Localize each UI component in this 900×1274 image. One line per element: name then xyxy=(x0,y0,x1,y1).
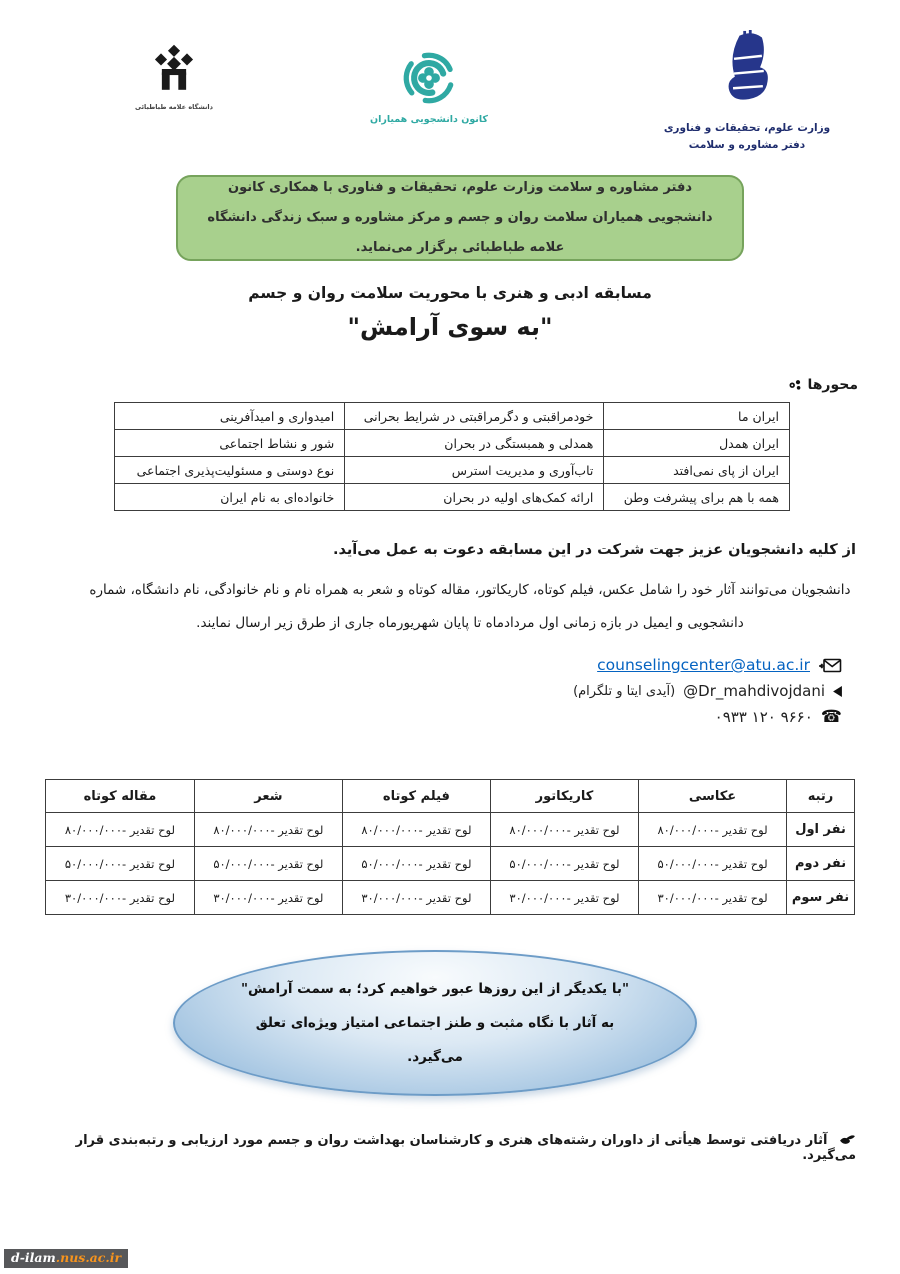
prize-cell: لوح تقدیر -۵۰/۰۰۰/۰۰۰ xyxy=(342,847,490,881)
prize-header-row xyxy=(46,780,855,813)
prize-row-second xyxy=(46,847,855,881)
hamyaran-caption: کانون دانشجویی همیاران xyxy=(370,114,488,125)
theme-cell: ایران از پای نمی‌افتد xyxy=(604,457,790,484)
contest-subtitle: "به سوی آرامش" xyxy=(347,313,553,341)
jury-note xyxy=(40,1133,856,1163)
theme-cell: نوع دوستی و مسئولیت‌پذیری اجتماعی xyxy=(115,457,345,484)
left-triangle-icon xyxy=(833,686,842,697)
prize-cell: لوح تقدیر -۵۰/۰۰۰/۰۰۰ xyxy=(194,847,342,881)
hamyaran-logo xyxy=(340,50,518,125)
ministry-logo xyxy=(642,30,852,154)
prize-row-first xyxy=(46,813,855,847)
decorative-hand-icon xyxy=(839,1133,856,1146)
prize-cell: لوح تقدیر -۸۰/۰۰۰/۰۰۰ xyxy=(639,813,787,847)
prize-cell: لوح تقدیر -۵۰/۰۰۰/۰۰۰ xyxy=(490,847,638,881)
theme-cell: ارائه کمک‌های اولیه در بحران xyxy=(345,484,604,511)
jury-text: آثار دریافتی توسط هیأتی از داوران رشته‌های هنری و کارشناسان بهداشت روان و جسم مورد ارزیابی و رتبه‌بندی قرار می‌گیرد. xyxy=(75,1133,856,1163)
invitation-body: دانشجویان می‌توانند آثار خود را شامل عکس، فیلم کوتاه، کاریکاتور، مقاله کوتاه و شعر به همراه نام و نام خانوادگی، نام دانشگاه، شماره دانشجویی و ایمیل در بازه زمانی اول مردادماه تا پایان شهریورماه جاری از طرق زیر ارسال نمایند. xyxy=(89,582,851,631)
telegram-note: (آیدی ایتا و تلگرام) xyxy=(573,683,676,699)
university-logo xyxy=(126,42,222,111)
telegram-handle: @Dr_mahdivojdani xyxy=(683,682,825,700)
university-caption: دانشگاه علامه طباطبائی xyxy=(135,103,213,111)
prize-header: عکاسی xyxy=(639,780,787,813)
prize-cell: لوح تقدیر -۳۰/۰۰۰/۰۰۰ xyxy=(342,881,490,915)
theme-cell: خودمراقبتی و دگرمراقبتی در شرایط بحرانی xyxy=(345,403,604,430)
callout-ellipse xyxy=(173,950,697,1096)
intro-text: دفتر مشاوره و سلامت وزارت علوم، تحقیقات و فناوری با همکاری کانون دانشجویی همیاران سلامت روان و جسم و مرکز مشاوره و سبک زندگی دانشگاه علامه طباطبائی برگزار می‌نماید. xyxy=(207,180,713,255)
contact-phone-line xyxy=(715,708,842,726)
prize-cell: لوح تقدیر -۵۰/۰۰۰/۰۰۰ xyxy=(46,847,195,881)
decorative-flower-icon xyxy=(788,378,802,392)
prize-header: رتبه xyxy=(787,780,855,813)
contact-block xyxy=(573,656,842,726)
prize-header: کاریکاتور xyxy=(490,780,638,813)
themes-row xyxy=(115,403,790,430)
theme-cell: شور و نشاط اجتماعی xyxy=(115,430,345,457)
watermark xyxy=(4,1249,128,1268)
themes-table xyxy=(114,402,790,511)
prize-cell: لوح تقدیر -۳۰/۰۰۰/۰۰۰ xyxy=(194,881,342,915)
theme-cell: ایران ما xyxy=(604,403,790,430)
watermark-part2: .nus.ac.ir xyxy=(55,1250,122,1265)
prize-header: مقاله کوتاه xyxy=(46,780,195,813)
prize-cell: لوح تقدیر -۵۰/۰۰۰/۰۰۰ xyxy=(639,847,787,881)
prize-cell: لوح تقدیر -۳۰/۰۰۰/۰۰۰ xyxy=(46,881,195,915)
ministry-caption xyxy=(642,120,852,154)
theme-cell: همدلی و همبستگی در بحران xyxy=(345,430,604,457)
themes-row xyxy=(115,430,790,457)
theme-cell: خانواده‌ای به نام ایران xyxy=(115,484,345,511)
hamyaran-emblem-icon xyxy=(401,50,457,106)
watermark-part1: d-ilam xyxy=(11,1250,56,1265)
ministry-emblem-icon xyxy=(719,30,775,114)
prize-header: شعر xyxy=(194,780,342,813)
phone-number: ۰۹۳۳ ۱۲۰ ۹۶۶۰ xyxy=(714,708,813,726)
rank-cell: نفر سوم xyxy=(787,881,855,915)
prize-header: فیلم کوتاه xyxy=(342,780,490,813)
callout-line1: "با یکدیگر از این روزها عبور خواهیم کرد؛ به سمت آرامش" xyxy=(240,981,629,997)
prize-cell: لوح تقدیر -۳۰/۰۰۰/۰۰۰ xyxy=(639,881,787,915)
ministry-caption-line1: وزارت علوم، تحقیقات و فناوری xyxy=(663,122,831,134)
email-send-icon xyxy=(818,657,842,674)
themes-row xyxy=(115,457,790,484)
theme-cell: تاب‌آوری و مدیریت استرس xyxy=(345,457,604,484)
callout-line3: می‌گیرد. xyxy=(407,1049,463,1065)
university-emblem-icon xyxy=(148,42,200,96)
theme-cell: امیدواری و امیدآفرینی xyxy=(115,403,345,430)
email-link[interactable]: counselingcenter@atu.ac.ir xyxy=(597,656,810,674)
prize-cell: لوح تقدیر -۳۰/۰۰۰/۰۰۰ xyxy=(490,881,638,915)
rank-cell: نفر دوم xyxy=(787,847,855,881)
prize-table xyxy=(45,779,855,915)
rank-cell: نفر اول xyxy=(787,813,855,847)
themes-heading-label: محورها xyxy=(807,377,858,393)
prize-cell: لوح تقدیر -۸۰/۰۰۰/۰۰۰ xyxy=(490,813,638,847)
prize-cell: لوح تقدیر -۸۰/۰۰۰/۰۰۰ xyxy=(194,813,342,847)
callout-line2: به آثار با نگاه مثبت و طنز اجتماعی امتیاز ویژه‌ای تعلق xyxy=(255,1015,615,1031)
contact-email-line xyxy=(597,656,842,674)
invitation-headline: از کلیه دانشجویان عزیز جهت شرکت در این مسابقه دعوت به عمل می‌آید. xyxy=(332,542,856,558)
prize-cell: لوح تقدیر -۸۰/۰۰۰/۰۰۰ xyxy=(342,813,490,847)
prize-row-third xyxy=(46,881,855,915)
phone-icon: ☎ xyxy=(820,706,842,727)
theme-cell: ایران همدل xyxy=(604,430,790,457)
contact-telegram-line xyxy=(573,682,842,700)
prize-cell: لوح تقدیر -۸۰/۰۰۰/۰۰۰ xyxy=(46,813,195,847)
intro-box xyxy=(176,175,744,261)
themes-row xyxy=(115,484,790,511)
contest-title: مسابقه ادبی و هنری با محوریت سلامت روان و جسم xyxy=(248,284,652,302)
ministry-caption-line2: دفتر مشاوره و سلامت xyxy=(688,139,806,151)
theme-cell: همه با هم برای پیشرفت وطن xyxy=(604,484,790,511)
themes-heading xyxy=(788,377,858,393)
